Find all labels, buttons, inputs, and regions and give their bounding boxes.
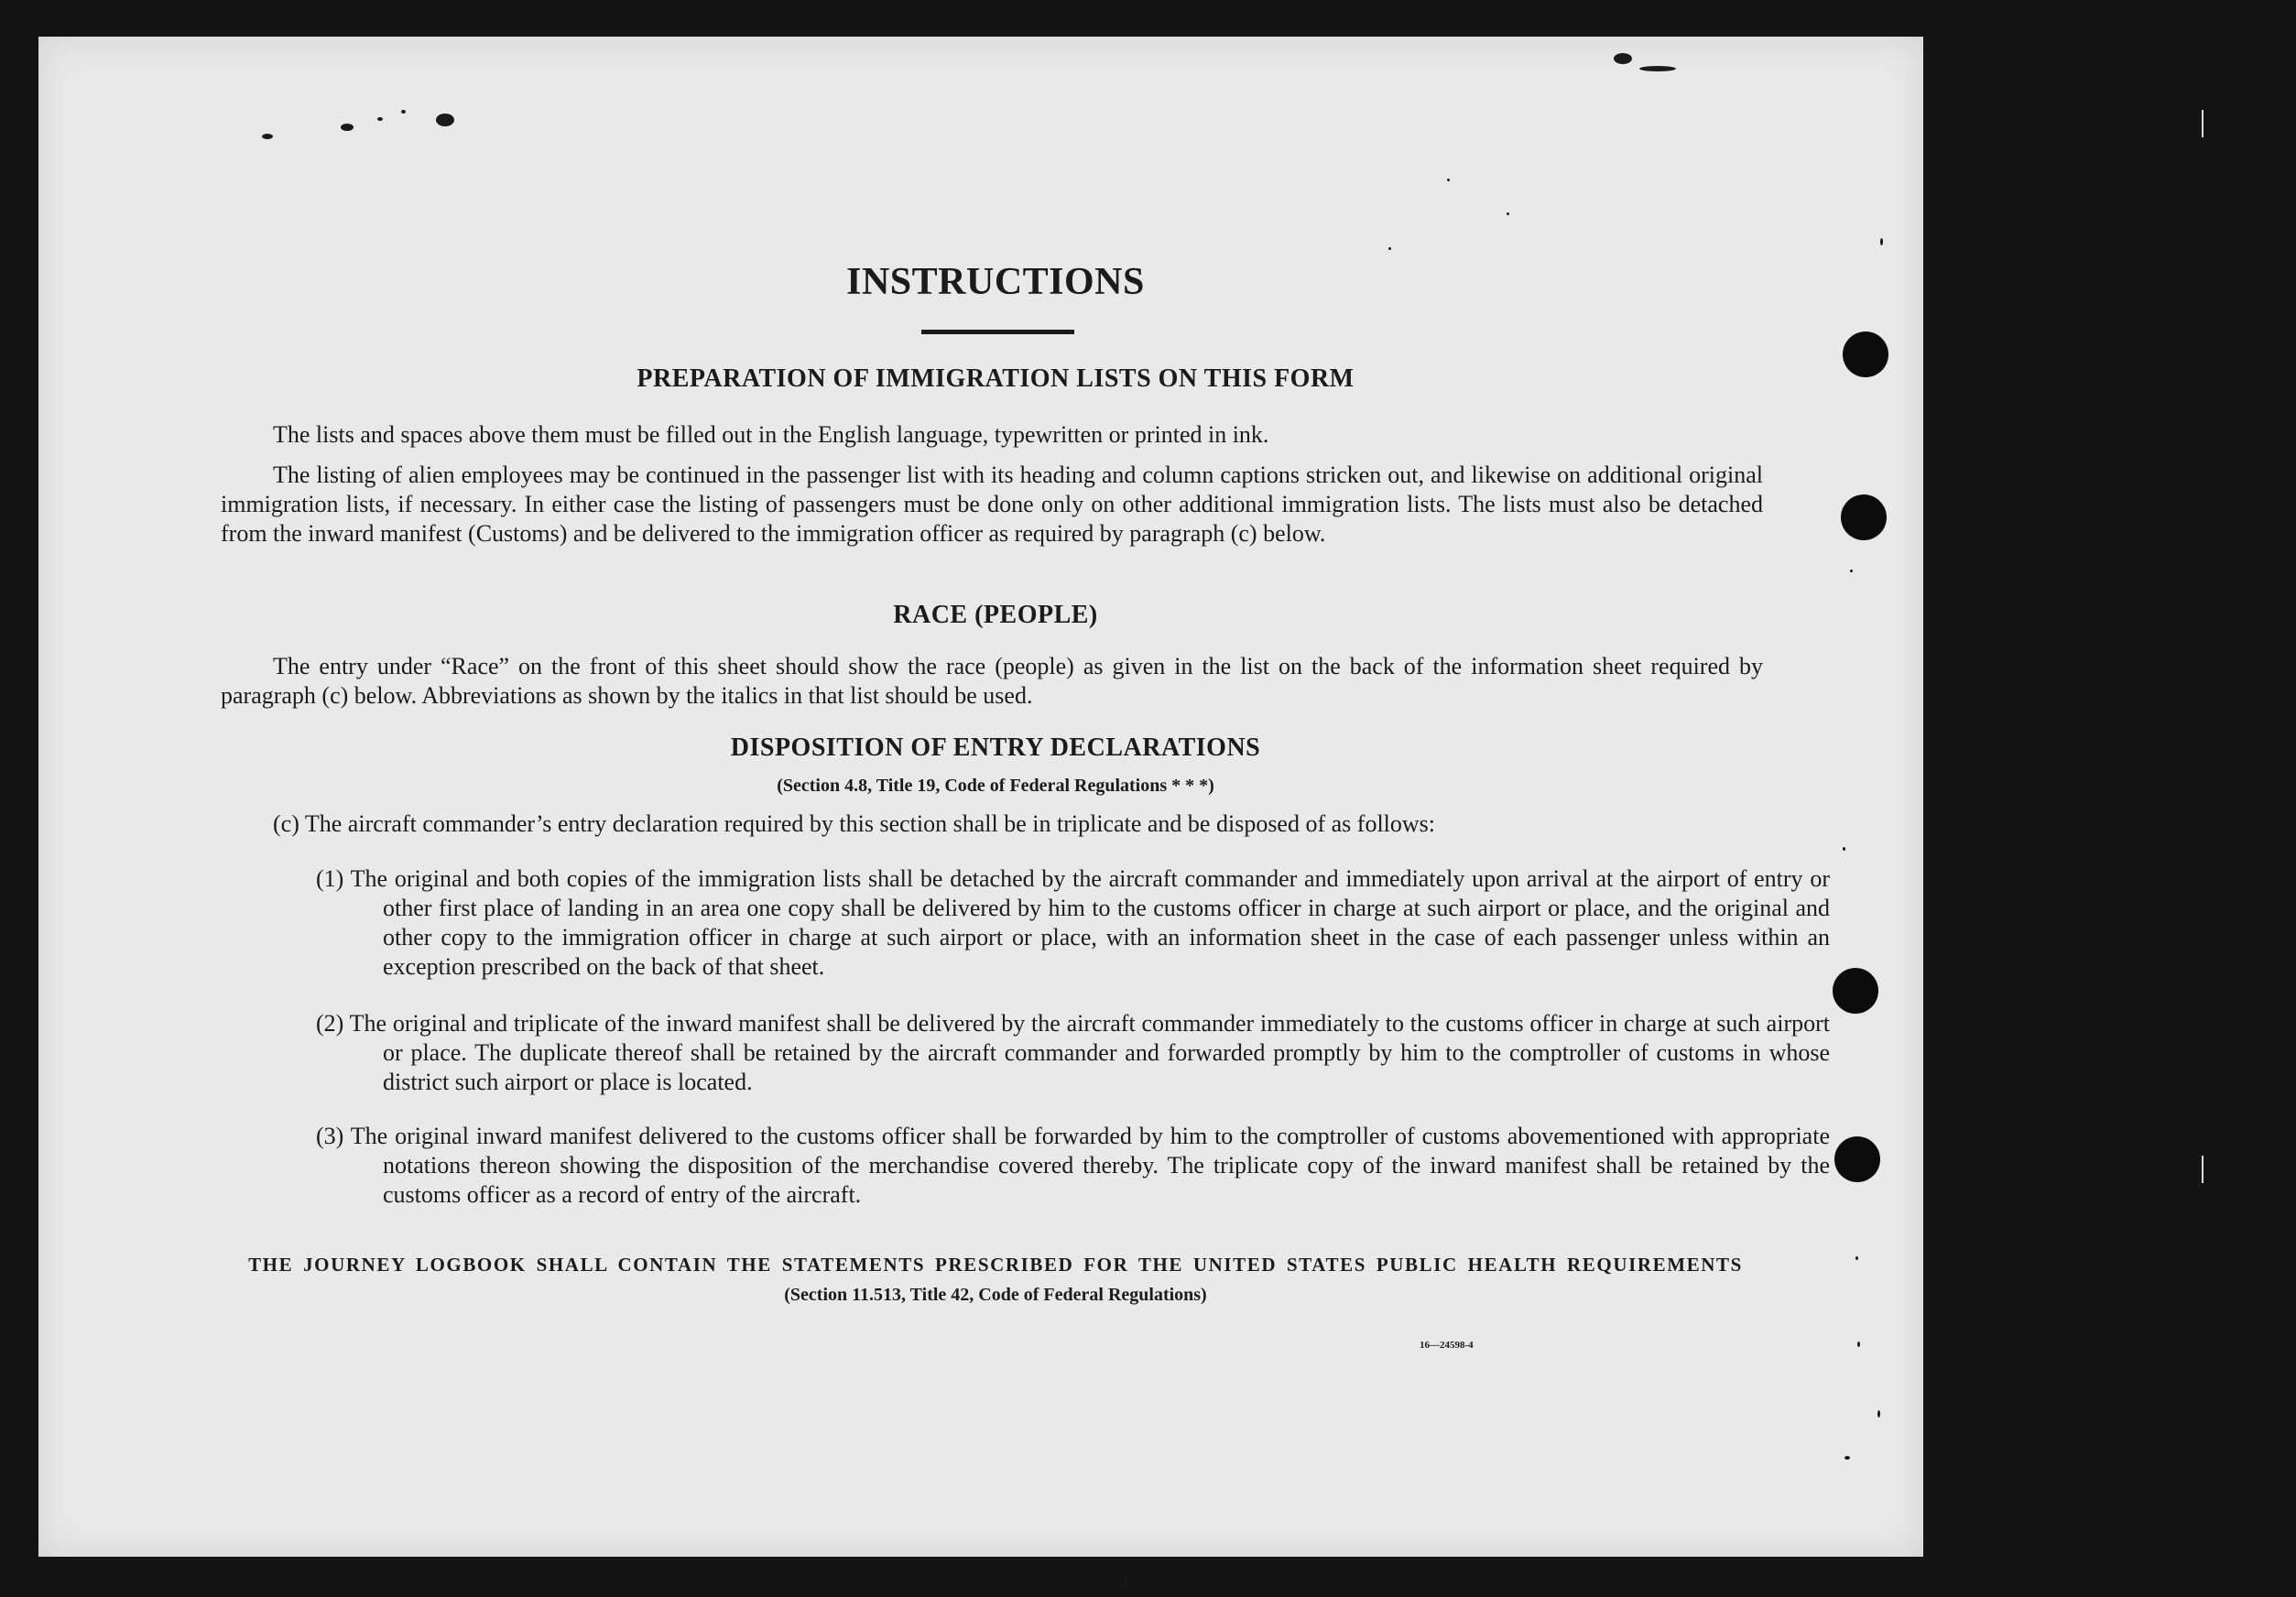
ink-speck [1507, 212, 1509, 215]
ink-speck [1388, 247, 1391, 250]
regulation-citation: (Section 4.8, Title 19, Code of Federal Regulations * * *) [777, 776, 1214, 796]
ink-speck [1614, 53, 1632, 64]
paragraph-text: (c) The aircraft commander’s entry declaration required by this section shall be in triplicate and be disposed of as follows: [273, 810, 1436, 837]
paragraph-alien-employees [221, 461, 1763, 549]
paragraph-c-intro [221, 809, 1763, 839]
section-heading-race: RACE (PEOPLE) [893, 601, 1098, 629]
ink-speck [262, 134, 273, 139]
ink-speck [1125, 1575, 1127, 1584]
list-item-customs-forwarding: (3) The original inward manifest delivered to the customs officer shall be forwarded by him to the comptroller of customs abovementioned with appropriate notations thereon showing the disposition of the merchandise covered thereby. The triplicate copy of the inward manifest shall be retained by the customs officer as a record of entry of the aircraft. [316, 1123, 1830, 1208]
page-title: INSTRUCTIONS [846, 261, 1145, 303]
section-heading-preparation: PREPARATION OF IMMIGRATION LISTS ON THIS FORM [637, 364, 1355, 393]
punch-hole [1834, 1136, 1880, 1182]
punch-hole [1841, 494, 1887, 540]
ink-speck [1639, 66, 1676, 71]
ink-speck [1857, 1342, 1860, 1347]
ink-speck [341, 124, 354, 131]
list-item-inward-manifest: (2) The original and triplicate of the inward manifest shall be delivered by the aircraft commander immediately to the customs officer in charge at such airport or place. The duplicate thereof shall be retained by the aircraft commander and forwarded promptly by him to the comptroller of customs in whose district such airport or place is located. [316, 1010, 1830, 1095]
paragraph-race-entry [221, 652, 1763, 711]
ink-speck [1850, 570, 1853, 572]
list-item-immigration-lists: (1) The original and both copies of the immigration lists shall be detached by the aircraft commander and immediately upon arrival at the airport of entry or other first place of landing in an area one copy shall be delivered by him to the customs officer in charge at such airport or place, and the original and other copy to the immigration officer in charge at such airport or place, with an information sheet in the case of each passenger unless within an exception prescribed on the back of that sheet. [316, 865, 1830, 980]
ink-speck [1447, 179, 1450, 181]
ink-speck [1877, 1410, 1880, 1418]
ink-speck [1843, 847, 1845, 851]
footer-citation: (Section 11.513, Title 42, Code of Federal Regulations) [784, 1285, 1207, 1305]
ink-speck [1880, 238, 1883, 245]
form-number: 16—24598-4 [1420, 1340, 1474, 1351]
film-edge-mark [2202, 1156, 2204, 1183]
ink-speck [436, 114, 454, 126]
section-heading-disposition: DISPOSITION OF ENTRY DECLARATIONS [730, 733, 1261, 762]
paragraph-text: The lists and spaces above them must be filled out in the English language, typewritten or printed in ink. [273, 421, 1269, 448]
ink-speck [1844, 1456, 1850, 1460]
paragraph-lists-language [221, 420, 1763, 450]
ink-speck [401, 110, 406, 114]
punch-hole [1833, 968, 1878, 1014]
footer-statement: THE JOURNEY LOGBOOK SHALL CONTAIN THE STATEMENTS PRESCRIBED FOR THE UNITED STATES PUBLIC HEALTH REQUIREMENTS [248, 1254, 1743, 1276]
title-underline [921, 330, 1074, 334]
paragraph-text: The entry under “Race” on the front of this sheet should show the race (people) as given in the list on the back of the information sheet required by paragraph (c) below. Abbreviations as shown by the italics in that list should be used. [221, 653, 1763, 709]
film-edge-mark [2202, 110, 2204, 137]
ink-speck [377, 117, 383, 121]
paragraph-text: The listing of alien employees may be continued in the passenger list with its heading and column captions stricken out, and likewise on additional original immigration lists, if necessary. In either case the listing of passengers must be done only on other additional immigration lists. The lists must also be detached from the inward manifest (Customs) and be delivered to the immigration officer as required by paragraph (c) below. [221, 462, 1763, 547]
